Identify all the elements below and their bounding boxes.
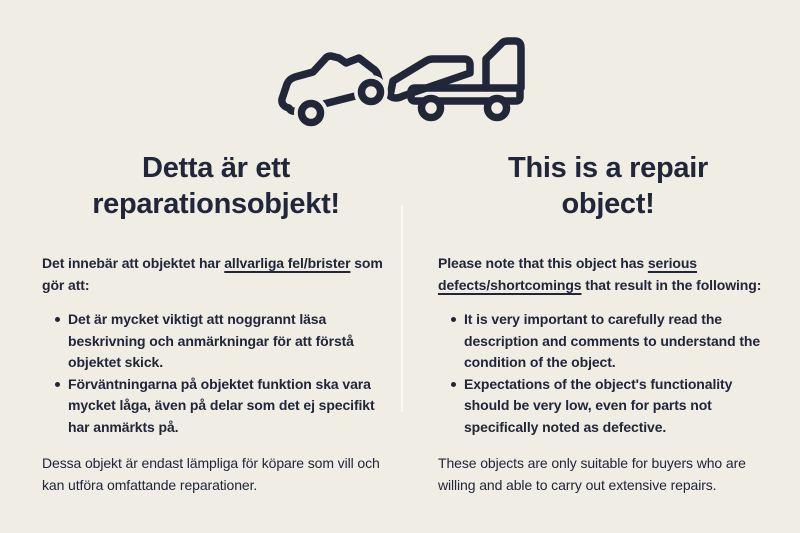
hero-illustration-area	[0, 0, 800, 132]
swedish-bullet-1: Det är mycket viktigt att noggrannt läsa beskrivning och anmärkningar för att förstå objektet skick.	[55, 309, 390, 374]
tow-truck-shape	[390, 41, 521, 118]
swedish-bullet-list	[42, 309, 390, 438]
english-intro	[438, 253, 778, 296]
car-tow-truck-icon	[269, 28, 539, 128]
english-heading: This is a repair object!	[508, 152, 708, 220]
swedish-intro-suffix: som gör att:	[42, 255, 383, 293]
english-footer-note: These objects are only suitable for buyers who are willing and able to carry out extensive repairs.	[438, 455, 746, 493]
english-intro-underlined: serious defects/shortcomings	[438, 255, 697, 293]
swedish-panel	[0, 132, 400, 496]
english-bullet-1: It is very important to carefully read the description and comments to understand the condition of the object.	[451, 309, 778, 374]
english-panel	[400, 132, 800, 496]
swedish-intro	[42, 253, 390, 296]
swedish-bullet-2: Förväntningarna på objektet funktion ska vara mycket låga, även på delar som det ej specifikt har anmärkts på.	[55, 374, 390, 439]
damaged-car-shape	[282, 56, 381, 123]
english-intro-prefix: Please note that this object has	[438, 255, 648, 271]
swedish-footer-note: Dessa objekt är endast lämpliga för köpare som vill och kan utföra omfattande reparationer.	[42, 455, 380, 493]
swedish-intro-underlined: allvarliga fel/brister	[224, 255, 351, 271]
swedish-intro-prefix: Det innebär att objektet har	[42, 255, 225, 271]
english-intro-suffix: that result in the following:	[581, 276, 762, 293]
language-columns	[0, 132, 800, 496]
english-bullet-list	[438, 309, 778, 438]
panel-seam-divider	[401, 205, 403, 412]
english-bullet-2: Expectations of the object's functionality should be very low, even for parts not specifically noted as defective.	[451, 374, 778, 439]
swedish-heading: Detta är ett reparationsobjekt!	[92, 152, 340, 220]
